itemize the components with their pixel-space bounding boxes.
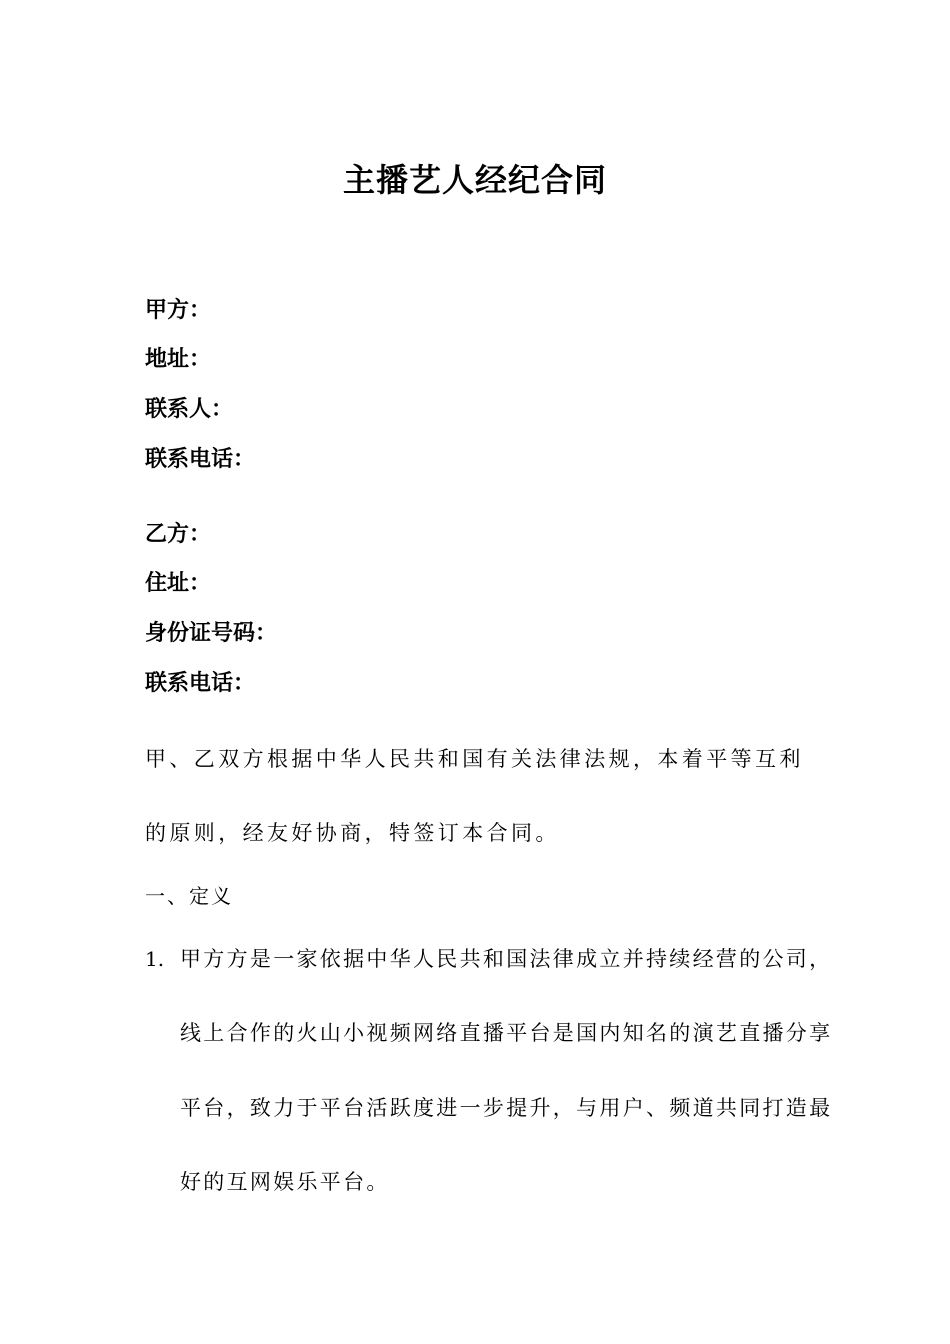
item-line: 好的互网娱乐平台。 bbox=[180, 1170, 390, 1194]
item-line: 甲方方是一家依据中华人民共和国法律成立并持续经营的公司， bbox=[180, 947, 833, 971]
party-b-address-label: 住址： bbox=[145, 571, 212, 596]
party-a-phone-label: 联系电话： bbox=[145, 447, 256, 472]
party-a-name-label: 甲方： bbox=[145, 298, 212, 323]
party-b-phone-label: 联系电话： bbox=[145, 671, 256, 696]
item-line: 平台，致力于平台活跃度进一步提升，与用户、频道共同打造最 bbox=[180, 1096, 833, 1120]
party-a-address-label: 地址： bbox=[145, 347, 212, 372]
item-line: 线上合作的火山小视频网络直播平台是国内知名的演艺直播分享 bbox=[180, 1021, 833, 1045]
party-b-id-label: 身份证号码： bbox=[145, 621, 278, 646]
document-title: 主播艺人经纪合同 bbox=[342, 161, 607, 199]
party-b-name-label: 乙方： bbox=[145, 522, 212, 547]
party-a-contact-label: 联系人： bbox=[145, 397, 234, 422]
preamble-line: 的原则，经友好协商，特签订本合同。 bbox=[145, 821, 560, 845]
item-number: 1. bbox=[145, 947, 165, 971]
preamble-line: 甲、乙双方根据中华人民共和国有关法律法规，本着平等互利 bbox=[145, 747, 804, 771]
section-heading: 一、定义 bbox=[145, 884, 233, 908]
